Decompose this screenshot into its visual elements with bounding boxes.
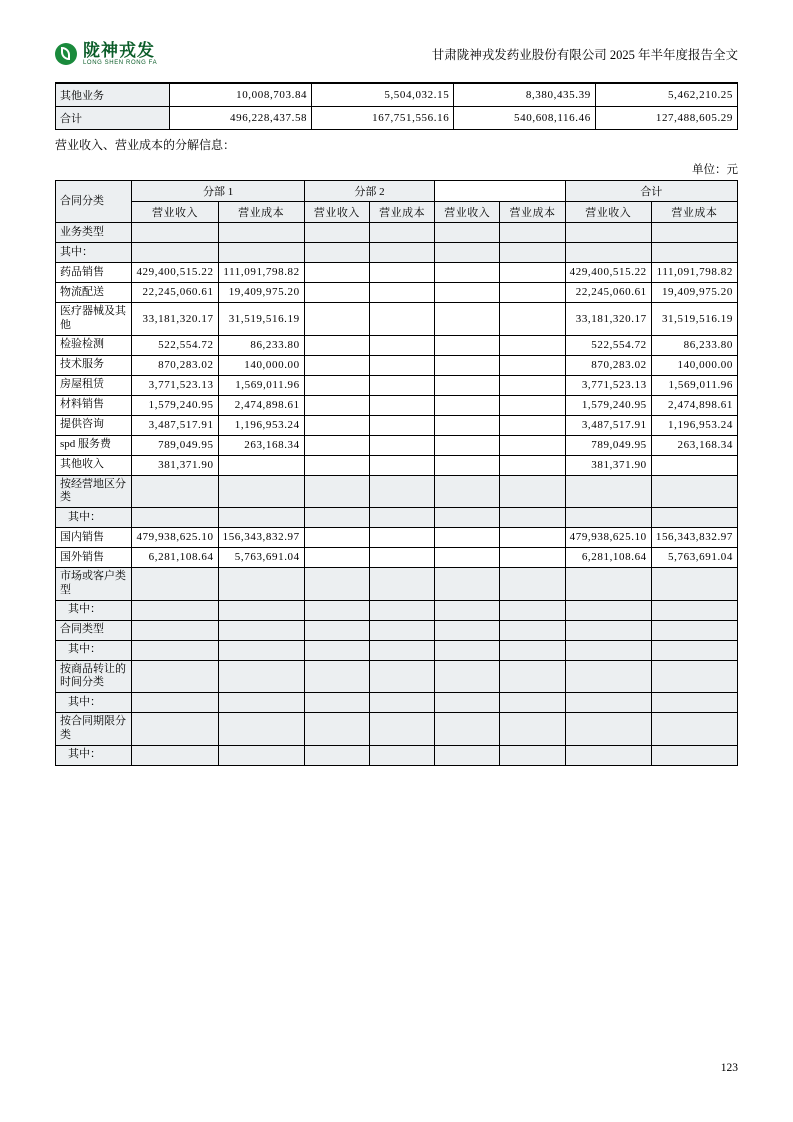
logo-company-name-en: LONG SHEN RONG FA — [83, 59, 158, 66]
cell-empty — [304, 548, 369, 568]
table-row — [56, 640, 738, 660]
cell-empty — [369, 693, 434, 713]
cell-empty — [132, 568, 218, 601]
cell-empty — [500, 640, 565, 660]
row-label: 其中： — [56, 640, 132, 660]
cell-empty — [565, 640, 651, 660]
cell-empty — [369, 223, 434, 243]
header-group-2: 分部 2 — [304, 181, 434, 202]
cell-empty — [369, 435, 434, 455]
cell-empty — [500, 415, 565, 435]
cell-value: 5,504,032.15 — [312, 84, 454, 107]
summary-table — [55, 83, 738, 130]
cell-empty — [435, 455, 500, 475]
cell-value: 19,409,975.20 — [218, 283, 304, 303]
row-label: 物流配送 — [56, 283, 132, 303]
cell-empty — [435, 713, 500, 746]
cell-value: 1,579,240.95 — [132, 395, 218, 415]
table-header-groups — [56, 181, 738, 202]
row-label: 合同类型 — [56, 620, 132, 640]
cell-empty — [369, 243, 434, 263]
cell-value: 156,343,832.97 — [218, 528, 304, 548]
cell-empty — [132, 745, 218, 765]
cell-empty — [500, 508, 565, 528]
cell-value: 522,554.72 — [132, 335, 218, 355]
cell-empty — [500, 455, 565, 475]
row-label: 技术服务 — [56, 355, 132, 375]
cell-empty — [651, 640, 737, 660]
cell-empty — [304, 640, 369, 660]
cell-empty — [651, 508, 737, 528]
cell-empty — [132, 660, 218, 693]
cell-empty — [651, 243, 737, 263]
cell-value: 127,488,605.29 — [595, 107, 737, 130]
cell-value: 3,487,517.91 — [132, 415, 218, 435]
cell-empty — [435, 640, 500, 660]
cell-empty — [369, 713, 434, 746]
cell-empty — [218, 475, 304, 508]
cell-empty — [218, 640, 304, 660]
table-row — [56, 528, 738, 548]
cell-empty — [500, 475, 565, 508]
cell-empty — [651, 568, 737, 601]
cell-empty — [565, 508, 651, 528]
cell-empty — [304, 455, 369, 475]
section-caption: 营业收入、营业成本的分解信息： — [55, 138, 236, 152]
table-row — [56, 84, 738, 107]
row-label: 业务类型 — [56, 223, 132, 243]
cell-value: 86,233.80 — [651, 335, 737, 355]
header-revenue: 营业收入 — [132, 202, 218, 223]
cell-value: 3,771,523.13 — [132, 375, 218, 395]
row-label: 药品销售 — [56, 263, 132, 283]
cell-empty — [218, 745, 304, 765]
cell-empty — [565, 568, 651, 601]
cell-value: 156,343,832.97 — [651, 528, 737, 548]
cell-empty — [218, 455, 304, 475]
logo-leaf-icon — [55, 43, 77, 65]
cell-empty — [435, 335, 500, 355]
cell-value: 263,168.34 — [651, 435, 737, 455]
cell-empty — [435, 243, 500, 263]
table-row — [56, 335, 738, 355]
table-row — [56, 455, 738, 475]
cell-empty — [500, 548, 565, 568]
cell-value: 870,283.02 — [132, 355, 218, 375]
logo-company-name-cn: 陇神戎发 — [83, 40, 155, 60]
cell-empty — [132, 223, 218, 243]
cell-empty — [651, 620, 737, 640]
table-row — [56, 713, 738, 746]
table-row — [56, 283, 738, 303]
cell-empty — [500, 693, 565, 713]
row-label: 其中： — [56, 600, 132, 620]
table-row — [56, 355, 738, 375]
cell-empty — [435, 475, 500, 508]
cell-value: 381,371.90 — [565, 455, 651, 475]
cell-empty — [435, 548, 500, 568]
cell-empty — [369, 528, 434, 548]
cell-value: 522,554.72 — [565, 335, 651, 355]
cell-empty — [500, 223, 565, 243]
cell-empty — [651, 660, 737, 693]
cell-value: 111,091,798.82 — [651, 263, 737, 283]
table-row — [56, 475, 738, 508]
cell-empty — [651, 600, 737, 620]
cell-empty — [304, 713, 369, 746]
cell-value: 22,245,060.61 — [132, 283, 218, 303]
cell-value: 2,474,898.61 — [218, 395, 304, 415]
report-title: 甘肃陇神戎发药业股份有限公司 2025 年半年度报告全文 — [431, 48, 738, 62]
cell-empty — [500, 745, 565, 765]
cell-empty — [304, 693, 369, 713]
row-label: spd 服务费 — [56, 435, 132, 455]
page-header — [55, 0, 738, 80]
cell-empty — [500, 303, 565, 336]
cell-empty — [218, 223, 304, 243]
cell-empty — [565, 745, 651, 765]
cell-empty — [218, 713, 304, 746]
cell-empty — [500, 335, 565, 355]
header-group-3 — [435, 181, 565, 202]
cell-empty — [304, 355, 369, 375]
cell-empty — [435, 395, 500, 415]
cell-empty — [369, 415, 434, 435]
cell-value: 789,049.95 — [565, 435, 651, 455]
cell-empty — [218, 508, 304, 528]
table-row — [56, 303, 738, 336]
cell-value: 3,771,523.13 — [565, 375, 651, 395]
cell-empty — [435, 303, 500, 336]
cell-value: 8,380,435.39 — [454, 84, 595, 107]
cell-empty — [218, 600, 304, 620]
cell-empty — [304, 415, 369, 435]
cell-empty — [218, 243, 304, 263]
cell-empty — [565, 660, 651, 693]
table-row — [56, 568, 738, 601]
cell-value: 167,751,556.16 — [312, 107, 454, 130]
cell-value: 10,008,703.84 — [170, 84, 312, 107]
row-label: 市场或客户类型 — [56, 568, 132, 601]
cell-value: 789,049.95 — [132, 435, 218, 455]
cell-empty — [304, 395, 369, 415]
cell-empty — [304, 528, 369, 548]
cell-empty — [435, 745, 500, 765]
cell-empty — [500, 263, 565, 283]
table-row — [56, 745, 738, 765]
cell-empty — [304, 745, 369, 765]
cell-empty — [435, 528, 500, 548]
cell-empty — [369, 548, 434, 568]
cell-empty — [132, 640, 218, 660]
cell-empty — [369, 263, 434, 283]
row-label: 国外销售 — [56, 548, 132, 568]
cell-value: 31,519,516.19 — [218, 303, 304, 336]
cell-empty — [565, 600, 651, 620]
cell-empty — [369, 508, 434, 528]
row-label: 材料销售 — [56, 395, 132, 415]
logo-text — [83, 42, 157, 66]
cell-empty — [435, 660, 500, 693]
cell-empty — [651, 745, 737, 765]
cell-empty — [500, 375, 565, 395]
cell-value: 19,409,975.20 — [651, 283, 737, 303]
header-revenue: 营业收入 — [304, 202, 369, 223]
header-revenue: 营业收入 — [565, 202, 651, 223]
cell-empty — [132, 713, 218, 746]
cell-value: 2,474,898.61 — [651, 395, 737, 415]
cell-empty — [304, 335, 369, 355]
cell-value: 540,608,116.46 — [454, 107, 595, 130]
row-label: 其他收入 — [56, 455, 132, 475]
row-label: 检验检测 — [56, 335, 132, 355]
cell-empty — [304, 600, 369, 620]
table-row — [56, 395, 738, 415]
cell-empty — [218, 620, 304, 640]
cell-empty — [304, 475, 369, 508]
cell-empty — [565, 243, 651, 263]
table-row — [56, 600, 738, 620]
cell-empty — [435, 415, 500, 435]
table-row — [56, 435, 738, 455]
cell-empty — [500, 713, 565, 746]
cell-empty — [500, 243, 565, 263]
table-row — [56, 620, 738, 640]
cell-empty — [369, 620, 434, 640]
cell-empty — [304, 263, 369, 283]
cell-empty — [132, 600, 218, 620]
row-label: 其中： — [56, 243, 132, 263]
table-header-columns — [56, 202, 738, 223]
cell-value: 22,245,060.61 — [565, 283, 651, 303]
cell-value: 496,228,437.58 — [170, 107, 312, 130]
cell-empty — [218, 568, 304, 601]
cell-empty — [304, 243, 369, 263]
cell-empty — [435, 223, 500, 243]
cell-value: 870,283.02 — [565, 355, 651, 375]
cell-empty — [369, 283, 434, 303]
row-label: 其中： — [56, 745, 132, 765]
cell-value: 1,569,011.96 — [218, 375, 304, 395]
cell-empty — [369, 600, 434, 620]
table-row — [56, 243, 738, 263]
cell-empty — [369, 660, 434, 693]
header-category: 合同分类 — [56, 181, 132, 223]
cell-empty — [132, 243, 218, 263]
cell-empty — [304, 375, 369, 395]
cell-empty — [369, 475, 434, 508]
table-row — [56, 375, 738, 395]
cell-empty — [500, 528, 565, 548]
cell-empty — [304, 223, 369, 243]
page-number: 123 — [720, 1062, 738, 1074]
cell-value: 111,091,798.82 — [218, 263, 304, 283]
row-label: 按商品转让的时间分类 — [56, 660, 132, 693]
cell-empty — [132, 475, 218, 508]
cell-empty — [500, 435, 565, 455]
revenue-breakdown-table — [55, 180, 738, 766]
cell-empty — [132, 508, 218, 528]
header-cost: 营业成本 — [369, 202, 434, 223]
cell-empty — [435, 600, 500, 620]
cell-empty — [435, 263, 500, 283]
cell-value: 429,400,515.22 — [132, 263, 218, 283]
cell-empty — [304, 620, 369, 640]
cell-value: 263,168.34 — [218, 435, 304, 455]
cell-empty — [651, 475, 737, 508]
cell-empty — [500, 660, 565, 693]
cell-value: 33,181,320.17 — [132, 303, 218, 336]
cell-value: 1,196,953.24 — [651, 415, 737, 435]
header-cost: 营业成本 — [651, 202, 737, 223]
cell-empty — [651, 693, 737, 713]
header-cost: 营业成本 — [218, 202, 304, 223]
cell-empty — [565, 475, 651, 508]
table-row — [56, 508, 738, 528]
cell-empty — [369, 568, 434, 601]
cell-empty — [369, 335, 434, 355]
row-label: 合计 — [56, 107, 170, 130]
cell-value: 3,487,517.91 — [565, 415, 651, 435]
cell-empty — [304, 283, 369, 303]
cell-empty — [132, 693, 218, 713]
cell-empty — [218, 693, 304, 713]
cell-value: 33,181,320.17 — [565, 303, 651, 336]
row-label: 其他业务 — [56, 84, 170, 107]
cell-empty — [500, 395, 565, 415]
row-label: 医疗器械及其他 — [56, 303, 132, 336]
table-row — [56, 415, 738, 435]
cell-value: 381,371.90 — [132, 455, 218, 475]
cell-empty — [304, 508, 369, 528]
row-label: 其中： — [56, 508, 132, 528]
cell-empty — [435, 355, 500, 375]
cell-empty — [435, 435, 500, 455]
header-revenue: 营业收入 — [435, 202, 500, 223]
cell-value: 6,281,108.64 — [565, 548, 651, 568]
cell-empty — [651, 223, 737, 243]
cell-empty — [565, 693, 651, 713]
cell-empty — [435, 375, 500, 395]
cell-value: 140,000.00 — [651, 355, 737, 375]
cell-empty — [651, 713, 737, 746]
header-cost: 营业成本 — [500, 202, 565, 223]
row-label: 其中： — [56, 693, 132, 713]
cell-empty — [435, 508, 500, 528]
cell-value: 479,938,625.10 — [565, 528, 651, 548]
cell-value: 6,281,108.64 — [132, 548, 218, 568]
table-row — [56, 263, 738, 283]
cell-empty — [435, 283, 500, 303]
table-row — [56, 548, 738, 568]
cell-empty — [435, 620, 500, 640]
row-label: 国内销售 — [56, 528, 132, 548]
table-row — [56, 693, 738, 713]
cell-empty — [500, 600, 565, 620]
cell-value: 479,938,625.10 — [132, 528, 218, 548]
cell-empty — [369, 640, 434, 660]
cell-empty — [565, 223, 651, 243]
cell-value: 1,569,011.96 — [651, 375, 737, 395]
unit-label: 单位：元 — [692, 164, 738, 176]
cell-value: 86,233.80 — [218, 335, 304, 355]
cell-empty — [304, 435, 369, 455]
row-label: 按经营地区分类 — [56, 475, 132, 508]
cell-empty — [369, 455, 434, 475]
cell-empty — [651, 455, 737, 475]
cell-value: 1,196,953.24 — [218, 415, 304, 435]
cell-empty — [304, 568, 369, 601]
cell-value: 5,763,691.04 — [651, 548, 737, 568]
cell-empty — [369, 375, 434, 395]
company-logo — [55, 42, 157, 66]
cell-empty — [304, 303, 369, 336]
cell-empty — [369, 745, 434, 765]
cell-value: 31,519,516.19 — [651, 303, 737, 336]
cell-empty — [369, 355, 434, 375]
row-label: 提供咨询 — [56, 415, 132, 435]
header-group-total: 合计 — [565, 181, 737, 202]
row-label: 房屋租赁 — [56, 375, 132, 395]
revenue-table-body — [56, 223, 738, 766]
cell-empty — [369, 303, 434, 336]
cell-empty — [132, 620, 218, 640]
table-row — [56, 660, 738, 693]
cell-empty — [435, 568, 500, 601]
cell-empty — [565, 620, 651, 640]
table-row — [56, 223, 738, 243]
cell-value: 5,763,691.04 — [218, 548, 304, 568]
header-group-1: 分部 1 — [132, 181, 304, 202]
cell-value: 429,400,515.22 — [565, 263, 651, 283]
cell-empty — [500, 283, 565, 303]
cell-empty — [500, 568, 565, 601]
table-row — [56, 107, 738, 130]
cell-empty — [565, 713, 651, 746]
cell-empty — [500, 620, 565, 640]
cell-empty — [500, 355, 565, 375]
cell-empty — [369, 395, 434, 415]
cell-empty — [218, 660, 304, 693]
row-label: 按合同期限分类 — [56, 713, 132, 746]
cell-value: 1,579,240.95 — [565, 395, 651, 415]
cell-value: 5,462,210.25 — [595, 84, 737, 107]
cell-value: 140,000.00 — [218, 355, 304, 375]
cell-empty — [304, 660, 369, 693]
cell-empty — [435, 693, 500, 713]
